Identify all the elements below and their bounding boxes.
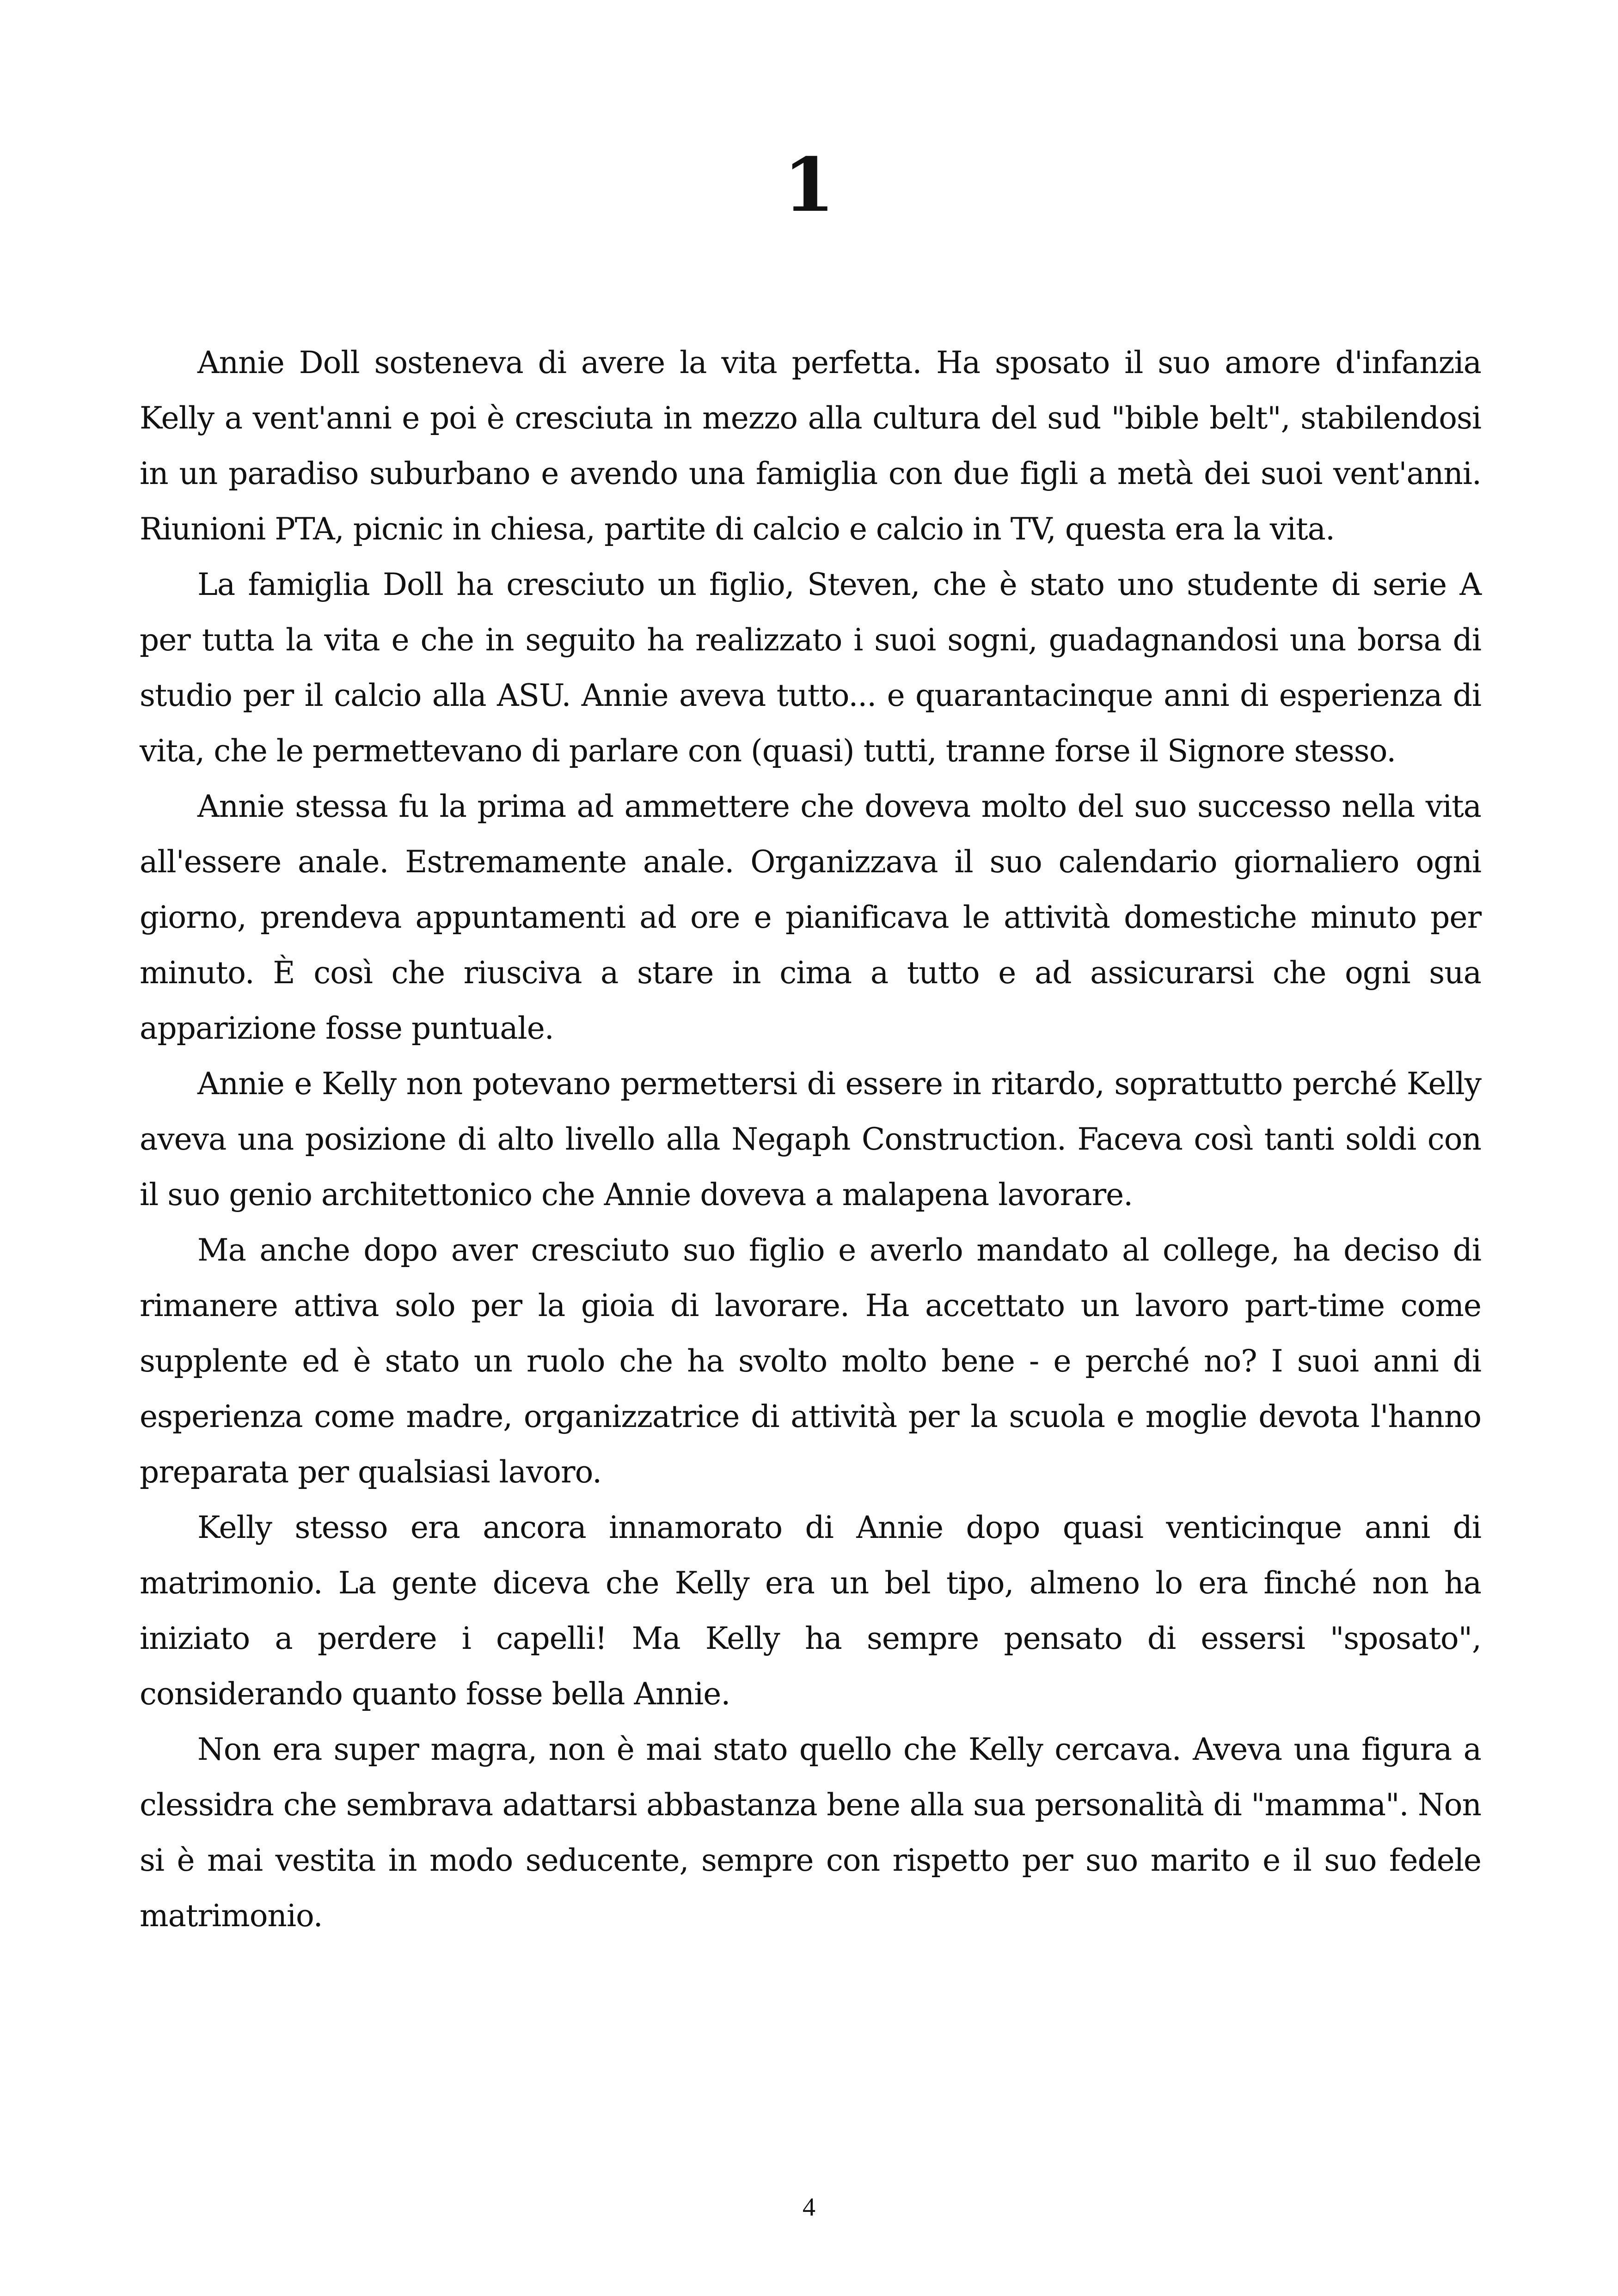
page-number: 4 — [803, 2193, 815, 2222]
paragraph: Ma anche dopo aver cresciuto suo figlio e averlo mandato al college, ha deciso di rimanere attiva solo per la gioia di lavorare. Ha accettato un lavoro part-time come supplente ed è stato un ruolo che ha svolto molto bene - e perché no? I suoi anni di esperienza come madre, organizzatrice di attività per la scuola e moglie devota l'hanno preparata per qualsiasi lavoro. — [140, 1232, 1481, 1490]
paragraph: Annie Doll sosteneva di avere la vita perfetta. Ha sposato il suo amore d'infanzia Kelly a vent'anni e poi è cresciuta in mezzo alla cultura del sud "bible belt", stabilendosi in un paradiso suburbano e avendo una famiglia con due figli a metà dei suoi vent'anni. Riunioni PTA, picnic in chiesa, partite di calcio e calcio in TV, questa era la vita. — [140, 345, 1481, 547]
paragraph: La famiglia Doll ha cresciuto un figlio, Steven, che è stato uno studente di serie A per tutta la vita e che in seguito ha realizzato i suoi sogni, guadagnandosi una borsa di studio per il calcio alla ASU. Annie aveva tutto... e quarantacinque anni di esperienza di vita, che le permettevano di parlare con (quasi) tutti, tranne forse il Signore stesso. — [140, 567, 1481, 769]
paragraph: Annie e Kelly non potevano permettersi di essere in ritardo, soprattutto perché Kelly aveva una posizione di alto livello alla Negaph Construction. Faceva così tanti soldi con il suo genio architettonico che Annie doveva a malapena lavorare. — [140, 1066, 1481, 1212]
chapter-number: 1 — [783, 141, 835, 228]
paragraph: Annie stessa fu la prima ad ammettere che doveva molto del suo successo nella vita all'essere anale. Estremamente anale. Organizzava il suo calendario giornaliero ogni giorno, prendeva appuntamenti ad ore e pianificava le attività domestiche minuto per minuto. È così che riusciva a stare in cima a tutto e ad assicurarsi che ogni sua apparizione fosse puntuale. — [140, 789, 1481, 1046]
chapter-body — [140, 335, 1481, 1944]
paragraph: Non era super magra, non è mai stato quello che Kelly cercava. Aveva una figura a clessidra che sembrava adattarsi abbastanza bene alla sua personalità di "mamma". Non si è mai vestita in modo seducente, sempre con rispetto per suo marito e il suo fedele matrimonio. — [140, 1732, 1481, 1934]
paragraph: Kelly stesso era ancora innamorato di Annie dopo quasi venticinque anni di matrimonio. La gente diceva che Kelly era un bel tipo, almeno lo era finché non ha iniziato a perdere i capelli! Ma Kelly ha sempre pensato di essersi "sposato", considerando quanto fosse bella Annie. — [140, 1510, 1481, 1712]
